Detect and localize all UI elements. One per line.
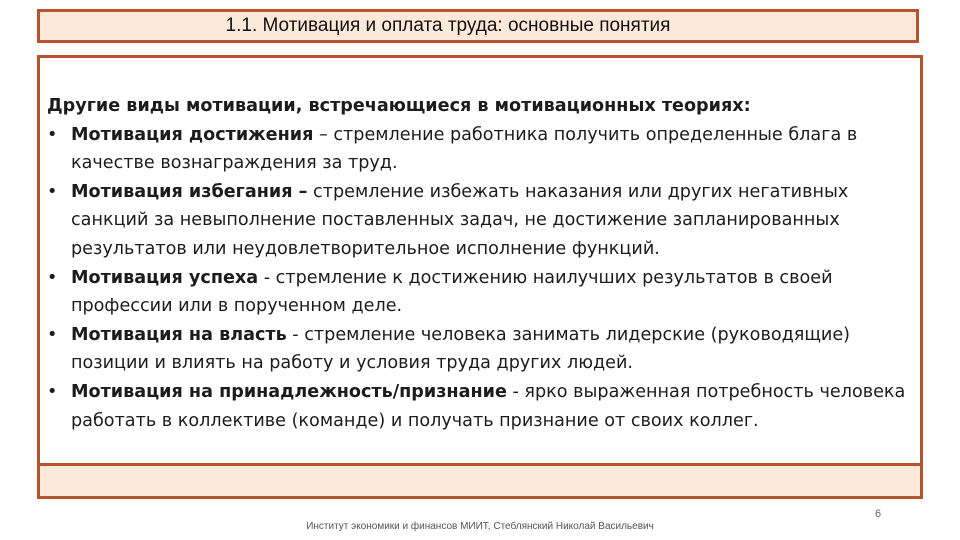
title-banner [37, 9, 919, 43]
list-item-text: - ярко выраженная потребность человека работать в коллективе (команде) и получать признание от своих коллег. [71, 381, 906, 431]
footer-band [37, 463, 923, 499]
list-item-text: – стремление работника получить определенные блага в качестве вознаграждения за труд. [71, 124, 858, 174]
list-item-term: Мотивация успеха [71, 267, 259, 288]
list-item [47, 321, 927, 378]
slide-title: 1.1. Мотивация и оплата труда: основные понятия [225, 15, 671, 36]
intro-heading: Другие виды мотивации, встречающиеся в мотивационных теориях: [47, 96, 751, 116]
list-item [47, 264, 927, 321]
bullet-icon: • [47, 324, 58, 345]
motivation-list [47, 121, 927, 436]
list-item-term: Мотивация на власть [71, 324, 287, 345]
list-item-term: Мотивация достижения [71, 124, 314, 145]
page-number: 6 [875, 508, 882, 520]
list-item [47, 178, 927, 264]
list-item [47, 378, 927, 435]
list-item-text: стремление избежать наказания или других негативных санкций за невыполнение поставленных задач, не достижение запланированных результатов или неудовлетворительное исполнение функций. [71, 181, 849, 259]
bullet-icon: • [47, 267, 58, 288]
list-item-text: - стремление к достижению наилучших результатов в своей профессии или в порученном деле. [71, 267, 833, 317]
list-item [47, 121, 927, 178]
bullet-icon: • [47, 381, 58, 402]
bullet-icon: • [47, 124, 58, 145]
footer-institute: Институт экономики и финансов МИИТ, Стеблянский Николай Васильевич [306, 521, 654, 532]
list-item-text: - стремление человека занимать лидерские (руководящие) позиции и влиять на работу и условия труда других людей. [71, 324, 851, 374]
body-text [47, 92, 927, 435]
bullet-icon: • [47, 181, 58, 202]
list-item-term: Мотивация на принадлежность/признание [71, 381, 507, 402]
list-item-term: Мотивация избегания – [71, 181, 308, 202]
